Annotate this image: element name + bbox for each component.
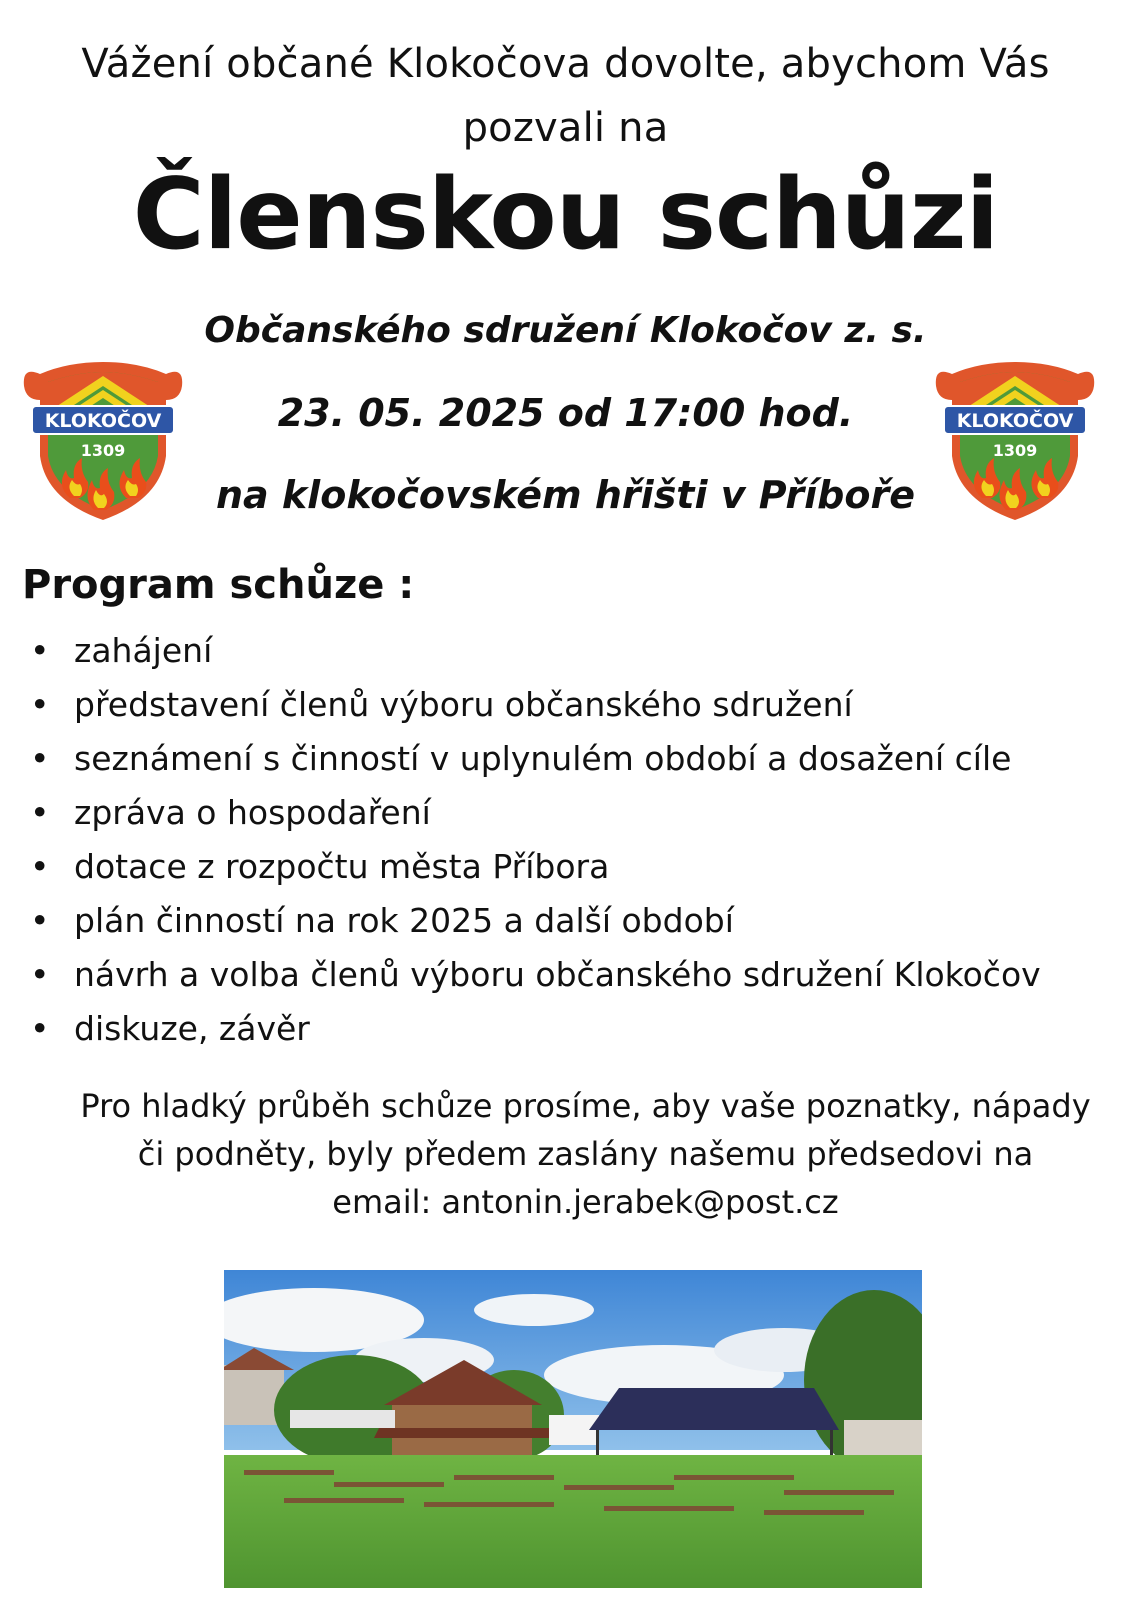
crest-name-text: KLOKOČOV bbox=[956, 410, 1074, 432]
list-item: • diskuze, závěr bbox=[22, 1002, 1041, 1056]
intro-text bbox=[0, 32, 1131, 160]
list-item: • dotace z rozpočtu města Příbora bbox=[22, 840, 1041, 894]
event-date-time: 23. 05. 2025 od 17:00 hod. bbox=[277, 391, 854, 435]
list-item: • zpráva o hospodaření bbox=[22, 786, 1041, 840]
bullet-icon: • bbox=[30, 847, 50, 886]
crest-year-text: 1309 bbox=[992, 441, 1038, 460]
program-title: Program schůze : bbox=[22, 562, 415, 608]
crest-year-text: 1309 bbox=[80, 441, 126, 460]
intro-line-1: Vážení občané Klokočova dovolte, abychom Vás bbox=[81, 41, 1050, 87]
intro-line-2: pozvali na bbox=[462, 105, 669, 151]
organization-name: Občanského sdružení Klokočov z. s. bbox=[204, 310, 927, 351]
contact-note bbox=[0, 1082, 1131, 1226]
bullet-icon: • bbox=[30, 793, 50, 832]
bullet-icon: • bbox=[30, 631, 50, 670]
list-item: • návrh a volba členů výboru občanského sdružení Klokočov bbox=[22, 948, 1041, 1002]
playground-photo bbox=[224, 1270, 922, 1588]
note-line-1: Pro hladký průběh schůze prosíme, aby vaše poznatky, nápady bbox=[80, 1087, 1091, 1125]
page-title: Členskou schůzi bbox=[132, 158, 999, 272]
bullet-icon: • bbox=[30, 1009, 50, 1048]
bullet-icon: • bbox=[30, 955, 50, 994]
crest-name-text: KLOKOČOV bbox=[44, 410, 162, 432]
list-item: • seznámení s činností v uplynulém období a dosažení cíle bbox=[22, 732, 1041, 786]
event-place: na klokočovském hřišti v Příboře bbox=[215, 473, 915, 517]
bullet-icon: • bbox=[30, 901, 50, 940]
program-list bbox=[22, 624, 1041, 1056]
bullet-icon: • bbox=[30, 739, 50, 778]
list-item: • zahájení bbox=[22, 624, 1041, 678]
note-line-2: či podněty, byly předem zaslány našemu předsedovi na bbox=[137, 1135, 1034, 1173]
list-item: • představení členů výboru občanského sdružení bbox=[22, 678, 1041, 732]
list-item: • plán činností na rok 2025 a další období bbox=[22, 894, 1041, 948]
bullet-icon: • bbox=[30, 685, 50, 724]
contact-email: email: antonin.jerabek@post.cz bbox=[332, 1183, 839, 1221]
